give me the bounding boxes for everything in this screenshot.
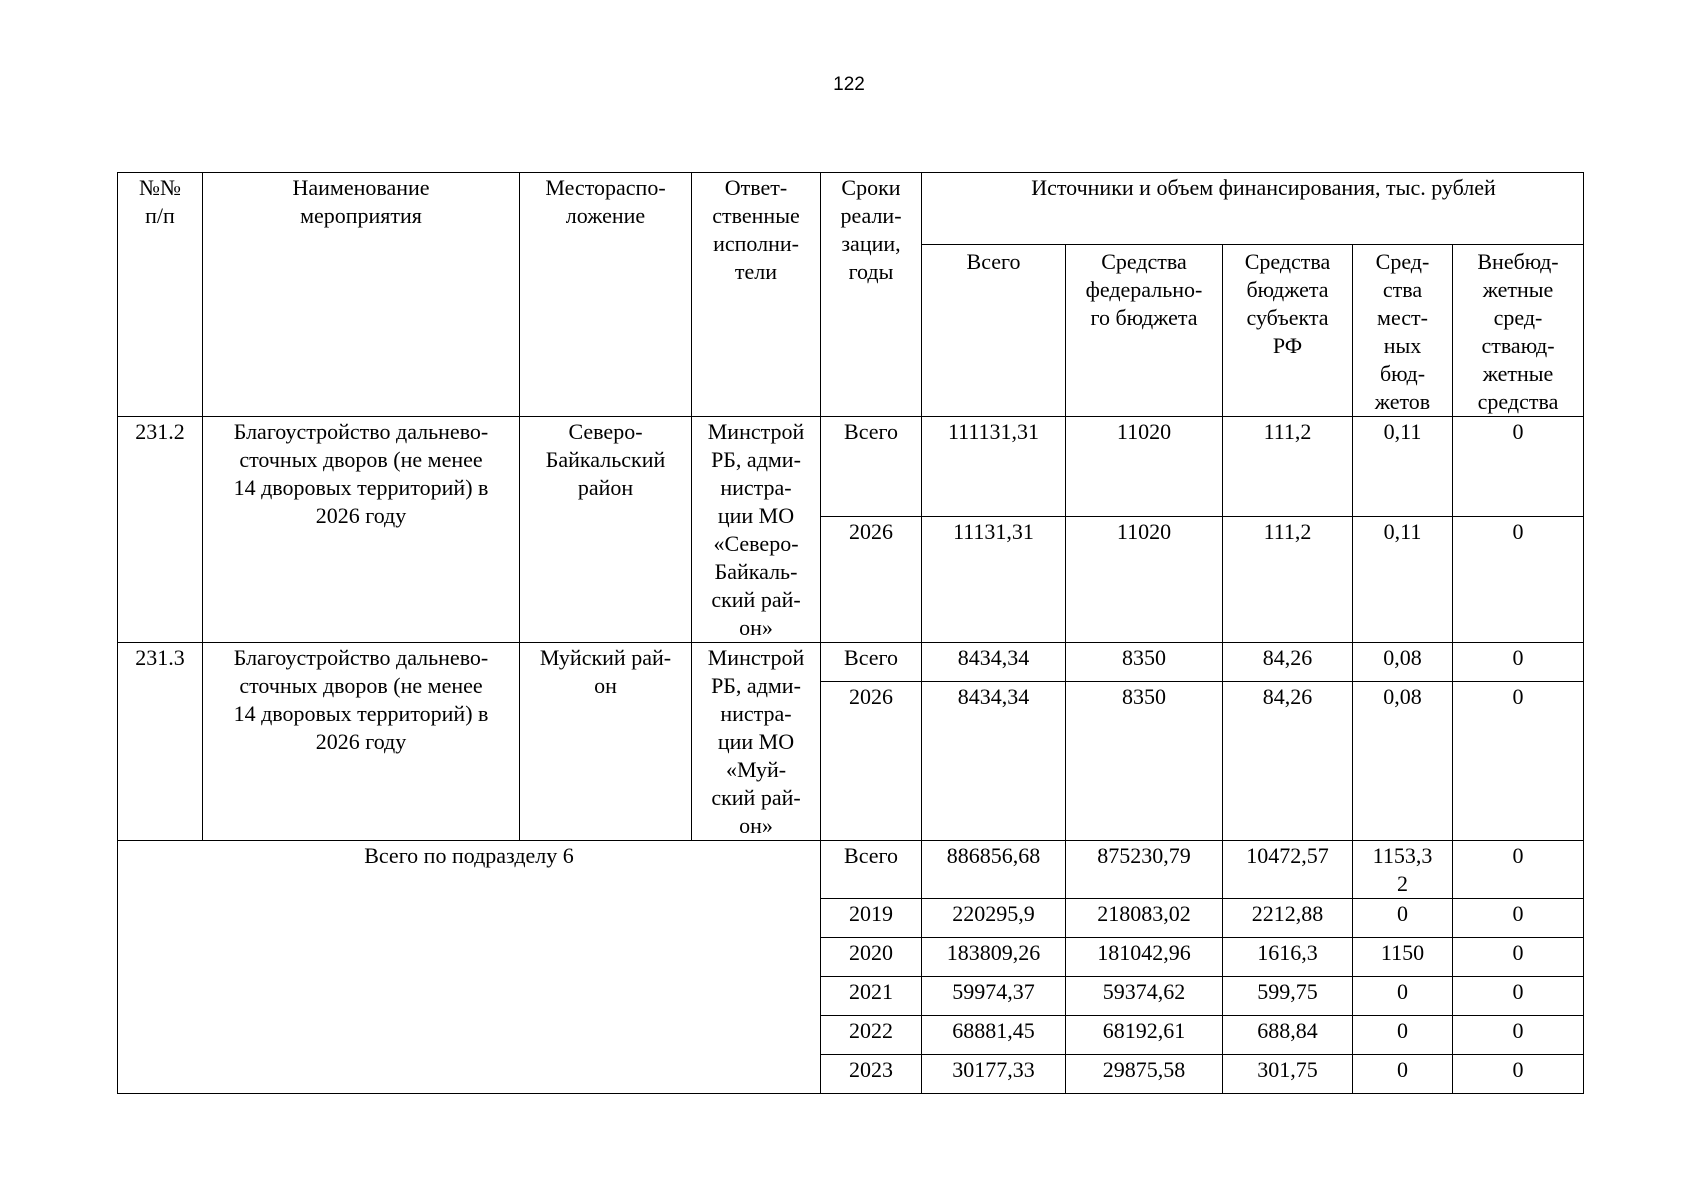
table-row bbox=[118, 643, 1584, 682]
subtotal-federal: 68192,61 bbox=[1066, 1016, 1223, 1055]
subtotal-federal: 181042,96 bbox=[1066, 938, 1223, 977]
row-name: Благоустройство дальнево- сточных дворов (не менее 14 дворовых территорий) в 2026 году bbox=[203, 417, 520, 643]
row-local: 0,11 bbox=[1353, 417, 1453, 517]
subtotal-extra: 0 bbox=[1453, 899, 1584, 938]
row-responsible: Минстрой РБ, адми- нистра- ции МО «Муй- ский рай- он» bbox=[692, 643, 821, 841]
subtotal-year: 2021 bbox=[821, 977, 922, 1016]
row-regional: 84,26 bbox=[1223, 682, 1353, 841]
row-responsible: Минстрой РБ, адми- нистра- ции МО «Северо- Байкаль- ский рай- он» bbox=[692, 417, 821, 643]
header-total: Всего bbox=[922, 245, 1066, 417]
row-federal: 11020 bbox=[1066, 517, 1223, 643]
row-regional: 111,2 bbox=[1223, 417, 1353, 517]
row-extra: 0 bbox=[1453, 643, 1584, 682]
subtotal-local: 1150 bbox=[1353, 938, 1453, 977]
row-regional: 84,26 bbox=[1223, 643, 1353, 682]
subtotal-total: 220295,9 bbox=[922, 899, 1066, 938]
row-name: Благоустройство дальнево- сточных дворов (не менее 14 дворовых территорий) в 2026 году bbox=[203, 643, 520, 841]
header-location: Местораспо- ложение bbox=[520, 173, 692, 417]
row-federal: 8350 bbox=[1066, 643, 1223, 682]
subtotal-label: Всего по подразделу 6 bbox=[118, 841, 821, 1094]
subtotal-total: 59974,37 bbox=[922, 977, 1066, 1016]
row-location: Муйский рай- он bbox=[520, 643, 692, 841]
subtotal-local: 1153,3 2 bbox=[1353, 841, 1453, 899]
header-extra: Внебюд- жетные сред- стваюд- жетные средства bbox=[1453, 245, 1584, 417]
row-year: Всего bbox=[821, 417, 922, 517]
row-num: 231.3 bbox=[118, 643, 203, 841]
page-number: 122 bbox=[833, 74, 865, 95]
row-total: 111131,31 bbox=[922, 417, 1066, 517]
subtotal-year: 2022 bbox=[821, 1016, 922, 1055]
subtotal-total: 183809,26 bbox=[922, 938, 1066, 977]
row-extra: 0 bbox=[1453, 417, 1584, 517]
subtotal-total: 30177,33 bbox=[922, 1055, 1066, 1094]
subtotal-regional: 10472,57 bbox=[1223, 841, 1353, 899]
subtotal-extra: 0 bbox=[1453, 1055, 1584, 1094]
subtotal-extra: 0 bbox=[1453, 977, 1584, 1016]
subtotal-local: 0 bbox=[1353, 899, 1453, 938]
subtotal-year: Всего bbox=[821, 841, 922, 899]
header-terms: Сроки реали- зации, годы bbox=[821, 173, 922, 417]
subtotal-year: 2020 bbox=[821, 938, 922, 977]
row-year: 2026 bbox=[821, 517, 922, 643]
header-regional: Средства бюджета субъекта РФ bbox=[1223, 245, 1353, 417]
table-header-row bbox=[118, 173, 1584, 245]
subtotal-row bbox=[118, 841, 1584, 899]
row-total: 8434,34 bbox=[922, 682, 1066, 841]
row-federal: 8350 bbox=[1066, 682, 1223, 841]
table-row bbox=[118, 417, 1584, 517]
subtotal-federal: 218083,02 bbox=[1066, 899, 1223, 938]
subtotal-total: 886856,68 bbox=[922, 841, 1066, 899]
subtotal-extra: 0 bbox=[1453, 841, 1584, 899]
subtotal-federal: 59374,62 bbox=[1066, 977, 1223, 1016]
row-local: 0,08 bbox=[1353, 682, 1453, 841]
row-total: 8434,34 bbox=[922, 643, 1066, 682]
row-year: Всего bbox=[821, 643, 922, 682]
subtotal-year: 2019 bbox=[821, 899, 922, 938]
row-extra: 0 bbox=[1453, 682, 1584, 841]
header-num: №№ п/п bbox=[118, 173, 203, 417]
subtotal-extra: 0 bbox=[1453, 938, 1584, 977]
subtotal-year: 2023 bbox=[821, 1055, 922, 1094]
subtotal-regional: 2212,88 bbox=[1223, 899, 1353, 938]
header-local: Сред- ства мест- ных бюд- жетов bbox=[1353, 245, 1453, 417]
subtotal-regional: 301,75 bbox=[1223, 1055, 1353, 1094]
subtotal-regional: 1616,3 bbox=[1223, 938, 1353, 977]
row-federal: 11020 bbox=[1066, 417, 1223, 517]
row-location: Северо- Байкальский район bbox=[520, 417, 692, 643]
subtotal-regional: 688,84 bbox=[1223, 1016, 1353, 1055]
subtotal-federal: 875230,79 bbox=[1066, 841, 1223, 899]
header-name: Наименование мероприятия bbox=[203, 173, 520, 417]
subtotal-federal: 29875,58 bbox=[1066, 1055, 1223, 1094]
subtotal-local: 0 bbox=[1353, 1016, 1453, 1055]
subtotal-local: 0 bbox=[1353, 1055, 1453, 1094]
row-year: 2026 bbox=[821, 682, 922, 841]
subtotal-local: 0 bbox=[1353, 977, 1453, 1016]
subtotal-extra: 0 bbox=[1453, 1016, 1584, 1055]
header-responsible: Ответ- ственные исполни- тели bbox=[692, 173, 821, 417]
row-total: 11131,31 bbox=[922, 517, 1066, 643]
subtotal-total: 68881,45 bbox=[922, 1016, 1066, 1055]
funding-table bbox=[117, 172, 1584, 1094]
subtotal-regional: 599,75 bbox=[1223, 977, 1353, 1016]
row-local: 0,11 bbox=[1353, 517, 1453, 643]
header-funding: Источники и объем финансирования, тыс. рублей bbox=[922, 173, 1584, 245]
row-regional: 111,2 bbox=[1223, 517, 1353, 643]
row-extra: 0 bbox=[1453, 517, 1584, 643]
header-federal: Средства федерально- го бюджета bbox=[1066, 245, 1223, 417]
row-num: 231.2 bbox=[118, 417, 203, 643]
row-local: 0,08 bbox=[1353, 643, 1453, 682]
